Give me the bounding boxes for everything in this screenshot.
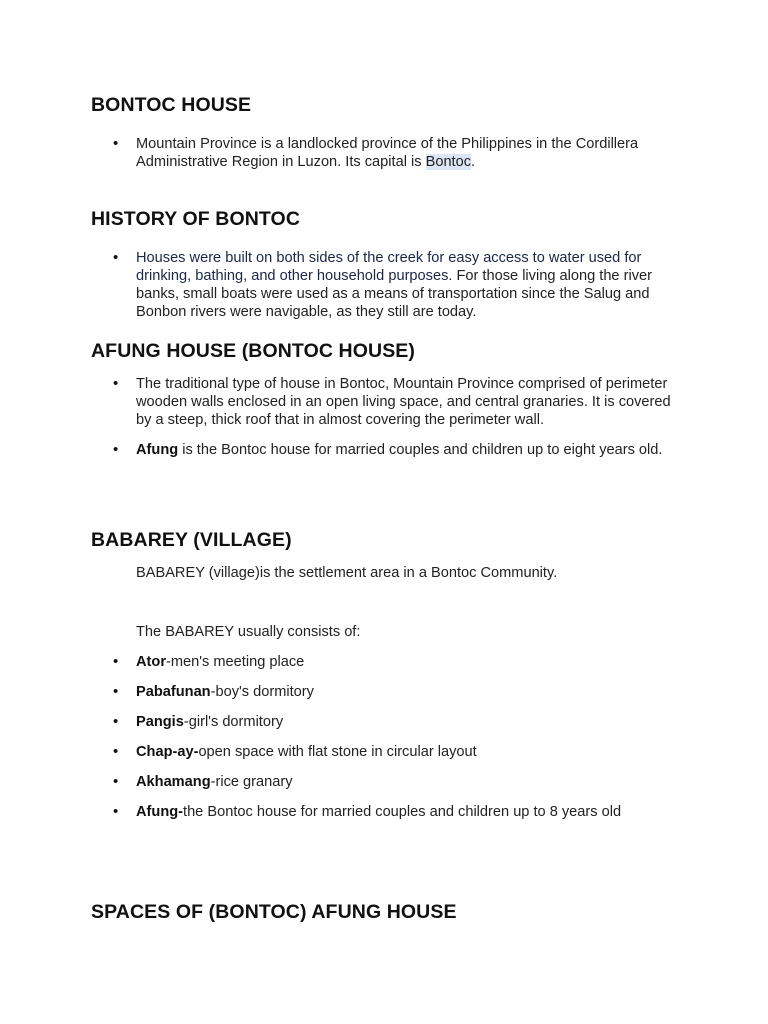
bullet-text: For those living along the river banks, small boats were used as a means of transportation since the Salug and Bonbon rivers were navigable, as they still are today. bbox=[136, 268, 652, 320]
item-desc: -rice granary bbox=[210, 774, 293, 790]
heading-spaces-of-afung-house: SPACES OF (BONTOC) AFUNG HOUSE bbox=[91, 901, 457, 923]
list-item bbox=[91, 441, 681, 459]
babarey-consists-of: The BABAREY usually consists of: bbox=[136, 624, 361, 640]
afung-house-list bbox=[91, 375, 681, 471]
bullet-text-end: . bbox=[471, 154, 476, 170]
list-item bbox=[91, 375, 681, 429]
heading-babarey-village: BABAREY (VILLAGE) bbox=[91, 529, 292, 551]
highlighted-word[interactable]: Bontoc bbox=[425, 154, 472, 170]
list-item bbox=[91, 683, 681, 701]
item-term: Akhamang bbox=[136, 774, 211, 790]
item-term: Pangis bbox=[136, 714, 184, 730]
heading-afung-house: AFUNG HOUSE (BONTOC HOUSE) bbox=[91, 340, 415, 362]
history-list bbox=[91, 249, 681, 321]
list-item bbox=[91, 653, 681, 671]
item-desc: -boy's dormitory bbox=[210, 684, 314, 700]
bullet-text: Mountain Province is a landlocked province of the Philippines in the Cordillera Administrative Region in Luzon. Its capital is bbox=[136, 136, 639, 170]
heading-history-of-bontoc: HISTORY OF BONTOC bbox=[91, 208, 301, 230]
heading-bontoc-house: BONTOC HOUSE bbox=[91, 94, 252, 116]
item-term: Pabafunan bbox=[136, 684, 211, 700]
list-item bbox=[91, 135, 681, 171]
babarey-items-list bbox=[91, 653, 681, 833]
bullet-text: is the Bontoc house for married couples and children up to eight years old. bbox=[178, 441, 663, 458]
item-term: Afung- bbox=[136, 804, 184, 820]
babarey-intro: BABAREY (village)is the settlement area in a Bontoc Community. bbox=[136, 565, 558, 581]
list-item bbox=[91, 743, 681, 761]
item-desc: -men's meeting place bbox=[166, 654, 305, 670]
bullet-text: The traditional type of house in Bontoc, Mountain Province comprised of perimeter wooden walls enclosed in an open living space, and central granaries. It is covered by a steep, thick roof that in almost covering the perimeter wall. bbox=[136, 376, 671, 428]
list-item bbox=[91, 713, 681, 731]
item-desc: open space with flat stone in circular layout bbox=[198, 744, 477, 760]
list-item bbox=[91, 773, 681, 791]
item-desc: -girl's dormitory bbox=[183, 714, 284, 730]
item-term: Chap-ay- bbox=[136, 744, 199, 760]
list-item bbox=[91, 249, 681, 321]
bullet-term: Afung bbox=[136, 441, 179, 458]
item-term: Ator bbox=[136, 654, 166, 670]
item-desc: the Bontoc house for married couples and children up to 8 years old bbox=[183, 804, 622, 820]
bontoc-house-list bbox=[91, 135, 681, 171]
list-item bbox=[91, 803, 681, 821]
bullet-text-navy: Houses were built on both sides of the creek for easy access to water used for drinking, bathing, and other household purposes. bbox=[136, 250, 642, 284]
